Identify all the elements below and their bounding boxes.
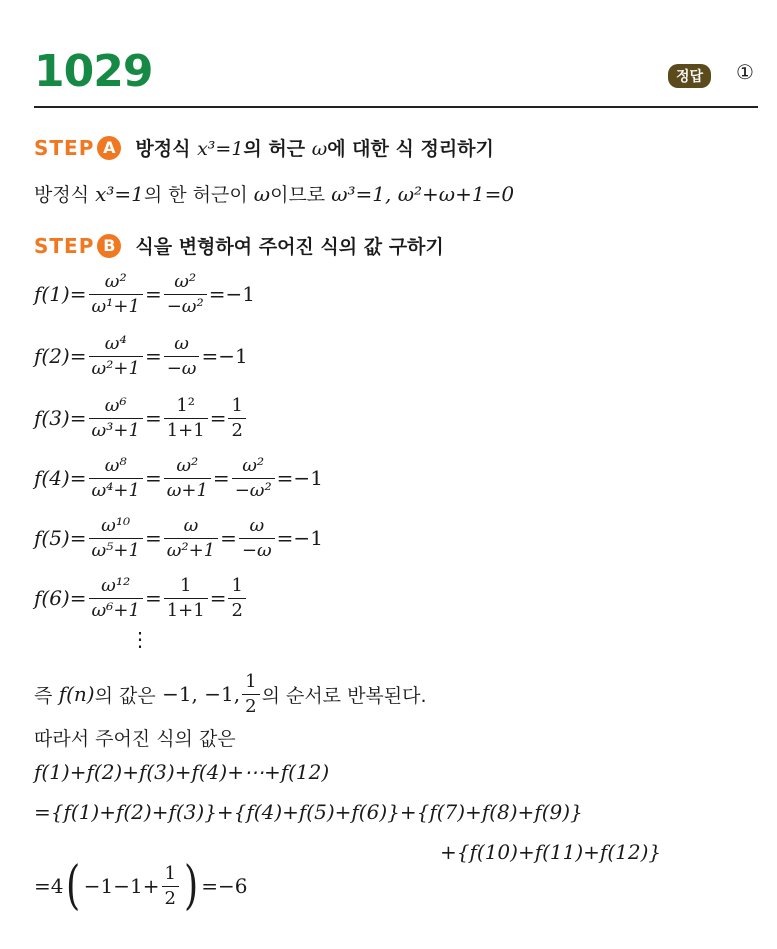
numerator: 1 [231, 395, 243, 416]
fraction [164, 396, 208, 441]
step-a-heading [34, 134, 494, 161]
step-a-line-math3: ω³=1, ω²+ω+1=0 [331, 182, 515, 206]
denominator: 1+1 [164, 418, 208, 441]
therefore-text: 따라서 주어진 식의 값은 [34, 728, 236, 750]
step-b-word: STEP [34, 233, 95, 258]
eq-rhs: =−1 [208, 282, 255, 307]
denominator: −ω² [164, 294, 207, 317]
equation-f4: f(4)= $\frac{\text{ω⁸}}{\text{ω⁴+1}}$ = $\frac{\text{ω²}}{\omega+1}$ = $\frac{\text{ω²}}{\text{−ω²}}$ =−1 [34, 455, 323, 501]
equation-f5: f(5)= $\frac{\text{ω¹⁰}}{\text{ω⁵+1}}$ = $\frac{\omega}{\text{ω²+1}}$ = $\frac{\omega}{-\omega}$ =−1 [34, 515, 323, 561]
vertical-ellipsis: ⋮ [130, 627, 150, 651]
denominator: ω²+1 [89, 356, 143, 379]
step-b-heading [34, 232, 444, 259]
eq-lhs: f(1)= [34, 282, 87, 307]
eq-lhs: f(2)= [34, 344, 87, 369]
equation-f3: f(3)= $\frac{\text{ω⁶}}{\text{ω³+1}}$ = $\frac{\text{1²}}{1+1}$ = $\frac{1}{2}$ [34, 396, 248, 441]
step-a-title-omega: ω [311, 138, 328, 160]
step-a-line-text2: 의 한 허근이 [143, 184, 254, 206]
numerator: ω² [176, 455, 199, 476]
denominator: ω²+1 [164, 538, 218, 561]
step-a-line-text3: 이므로 [270, 184, 332, 206]
numerator: 1 [245, 671, 257, 692]
eq-rhs: =−1 [276, 466, 323, 491]
numerator: ω [183, 515, 199, 536]
fraction [89, 396, 143, 441]
conclusion-text2: 의 값은 [94, 684, 156, 707]
equation-f6: f(6)= $\frac{\text{ω¹²}}{\text{ω⁶+1}}$ = $\frac{1}{1+1}$ = $\frac{1}{2}$ [34, 576, 248, 621]
conclusion-text1: 즉 [34, 684, 53, 707]
eq-lhs: f(4)= [34, 466, 87, 491]
numerator: 1 [179, 575, 192, 596]
step-a-badge: A [97, 136, 121, 160]
conclusion-math2: −1, −1, [162, 682, 241, 707]
fraction [242, 672, 259, 717]
denominator: 2 [162, 886, 179, 909]
problem-number: 1029 [34, 46, 153, 97]
numerator: 1 [231, 575, 243, 596]
fraction [89, 334, 143, 379]
sum-line-2-math: ={f(1)+f(2)+f(3)}+{f(4)+f(5)+f(6)}+{f(7)+f(8)+f(9)} [34, 800, 583, 824]
denominator: 2 [242, 694, 259, 717]
fraction [232, 456, 275, 501]
denominator: 1+1 [164, 598, 208, 621]
step-a-title-math: x³=1 [197, 138, 244, 160]
fraction [164, 576, 208, 621]
fraction [164, 516, 218, 561]
conclusion-math1: f(n) [58, 682, 95, 707]
numerator: ω² [174, 271, 197, 292]
denominator: ω⁵+1 [89, 538, 143, 561]
numerator: ω¹⁰ [101, 515, 131, 536]
numerator: ω⁸ [104, 455, 127, 476]
header-rule [34, 106, 758, 108]
numerator: ω⁴ [104, 333, 127, 354]
eq-lhs: f(5)= [34, 526, 87, 551]
step-a-title-suffix: 에 대한 식 정리하기 [327, 138, 494, 160]
fraction [164, 456, 211, 501]
step-a-title-prefix: 방정식 [135, 138, 198, 160]
step-a-word: STEP [34, 135, 95, 160]
sum-line-2 [34, 800, 583, 824]
equation-f1: f(1)= $\frac{\text{ω²}}{\text{ω¹+1}}$ = $\frac{\text{ω²}}{\text{−ω²}}$ =−1 [34, 271, 255, 317]
sum-line-3-math: +{f(10)+f(11)+f(12)} [440, 840, 662, 864]
final-line [34, 856, 248, 916]
equation-f2: f(2)= $\frac{\text{ω⁴}}{\text{ω²+1}}$ = $\frac{\omega}{-\omega}$ =−1 [34, 333, 248, 379]
fraction [239, 516, 275, 561]
step-a-line-math1: x³=1 [95, 182, 144, 206]
fraction [89, 272, 143, 317]
denominator: ω⁴+1 [89, 478, 143, 501]
final-inner: −1−1+ [83, 874, 160, 898]
denominator: 2 [228, 598, 245, 621]
sum-line-1-math: f(1)+f(2)+f(3)+f(4)+⋯+f(12) [34, 760, 330, 784]
right-paren: ) [184, 856, 199, 916]
fraction [89, 516, 143, 561]
left-paren: ( [66, 856, 81, 916]
eq-rhs: =−1 [201, 344, 248, 369]
answer-badge: 정답 [668, 64, 711, 88]
sum-line-3 [440, 840, 661, 864]
conclusion-line [34, 672, 427, 717]
conclusion-text3: 의 순서로 반복된다. [261, 684, 427, 707]
denominator: ω⁶+1 [89, 598, 143, 621]
numerator: 1² [176, 395, 196, 416]
answer-value: ① [736, 60, 754, 84]
denominator: ω¹+1 [89, 294, 143, 317]
fraction [162, 864, 179, 909]
fraction [164, 272, 207, 317]
step-a-line [34, 180, 514, 207]
sum-line-1 [34, 760, 329, 784]
denominator: ω³+1 [89, 418, 143, 441]
step-a-line-math2: ω [253, 182, 271, 206]
eq-lhs: f(6)= [34, 586, 87, 611]
step-a-title-mid: 의 허근 [243, 138, 312, 160]
step-b-title: 식을 변형하여 주어진 식의 값 구하기 [135, 236, 444, 258]
denominator: −ω [164, 356, 200, 379]
eq-lhs: f(3)= [34, 406, 87, 431]
fraction [228, 576, 245, 621]
fraction [228, 396, 245, 441]
numerator: ω [249, 515, 265, 536]
denominator: −ω [239, 538, 275, 561]
numerator: ω² [104, 271, 127, 292]
numerator: ω [174, 333, 189, 354]
fraction [164, 334, 200, 379]
numerator: ω² [242, 455, 265, 476]
denominator: 2 [228, 418, 245, 441]
final-prefix: =4 [34, 874, 64, 898]
numerator: ω¹² [101, 575, 131, 596]
denominator: −ω² [232, 478, 275, 501]
fraction [89, 576, 143, 621]
eq-rhs: =−1 [276, 526, 323, 551]
step-b-badge: B [97, 234, 121, 258]
denominator: ω+1 [164, 478, 211, 501]
fraction [89, 456, 143, 501]
numerator: 1 [164, 862, 176, 884]
numerator: ω⁶ [104, 395, 127, 416]
step-a-title [135, 134, 494, 161]
step-a-line-text1: 방정식 [34, 184, 96, 206]
final-result: =−6 [201, 874, 248, 898]
